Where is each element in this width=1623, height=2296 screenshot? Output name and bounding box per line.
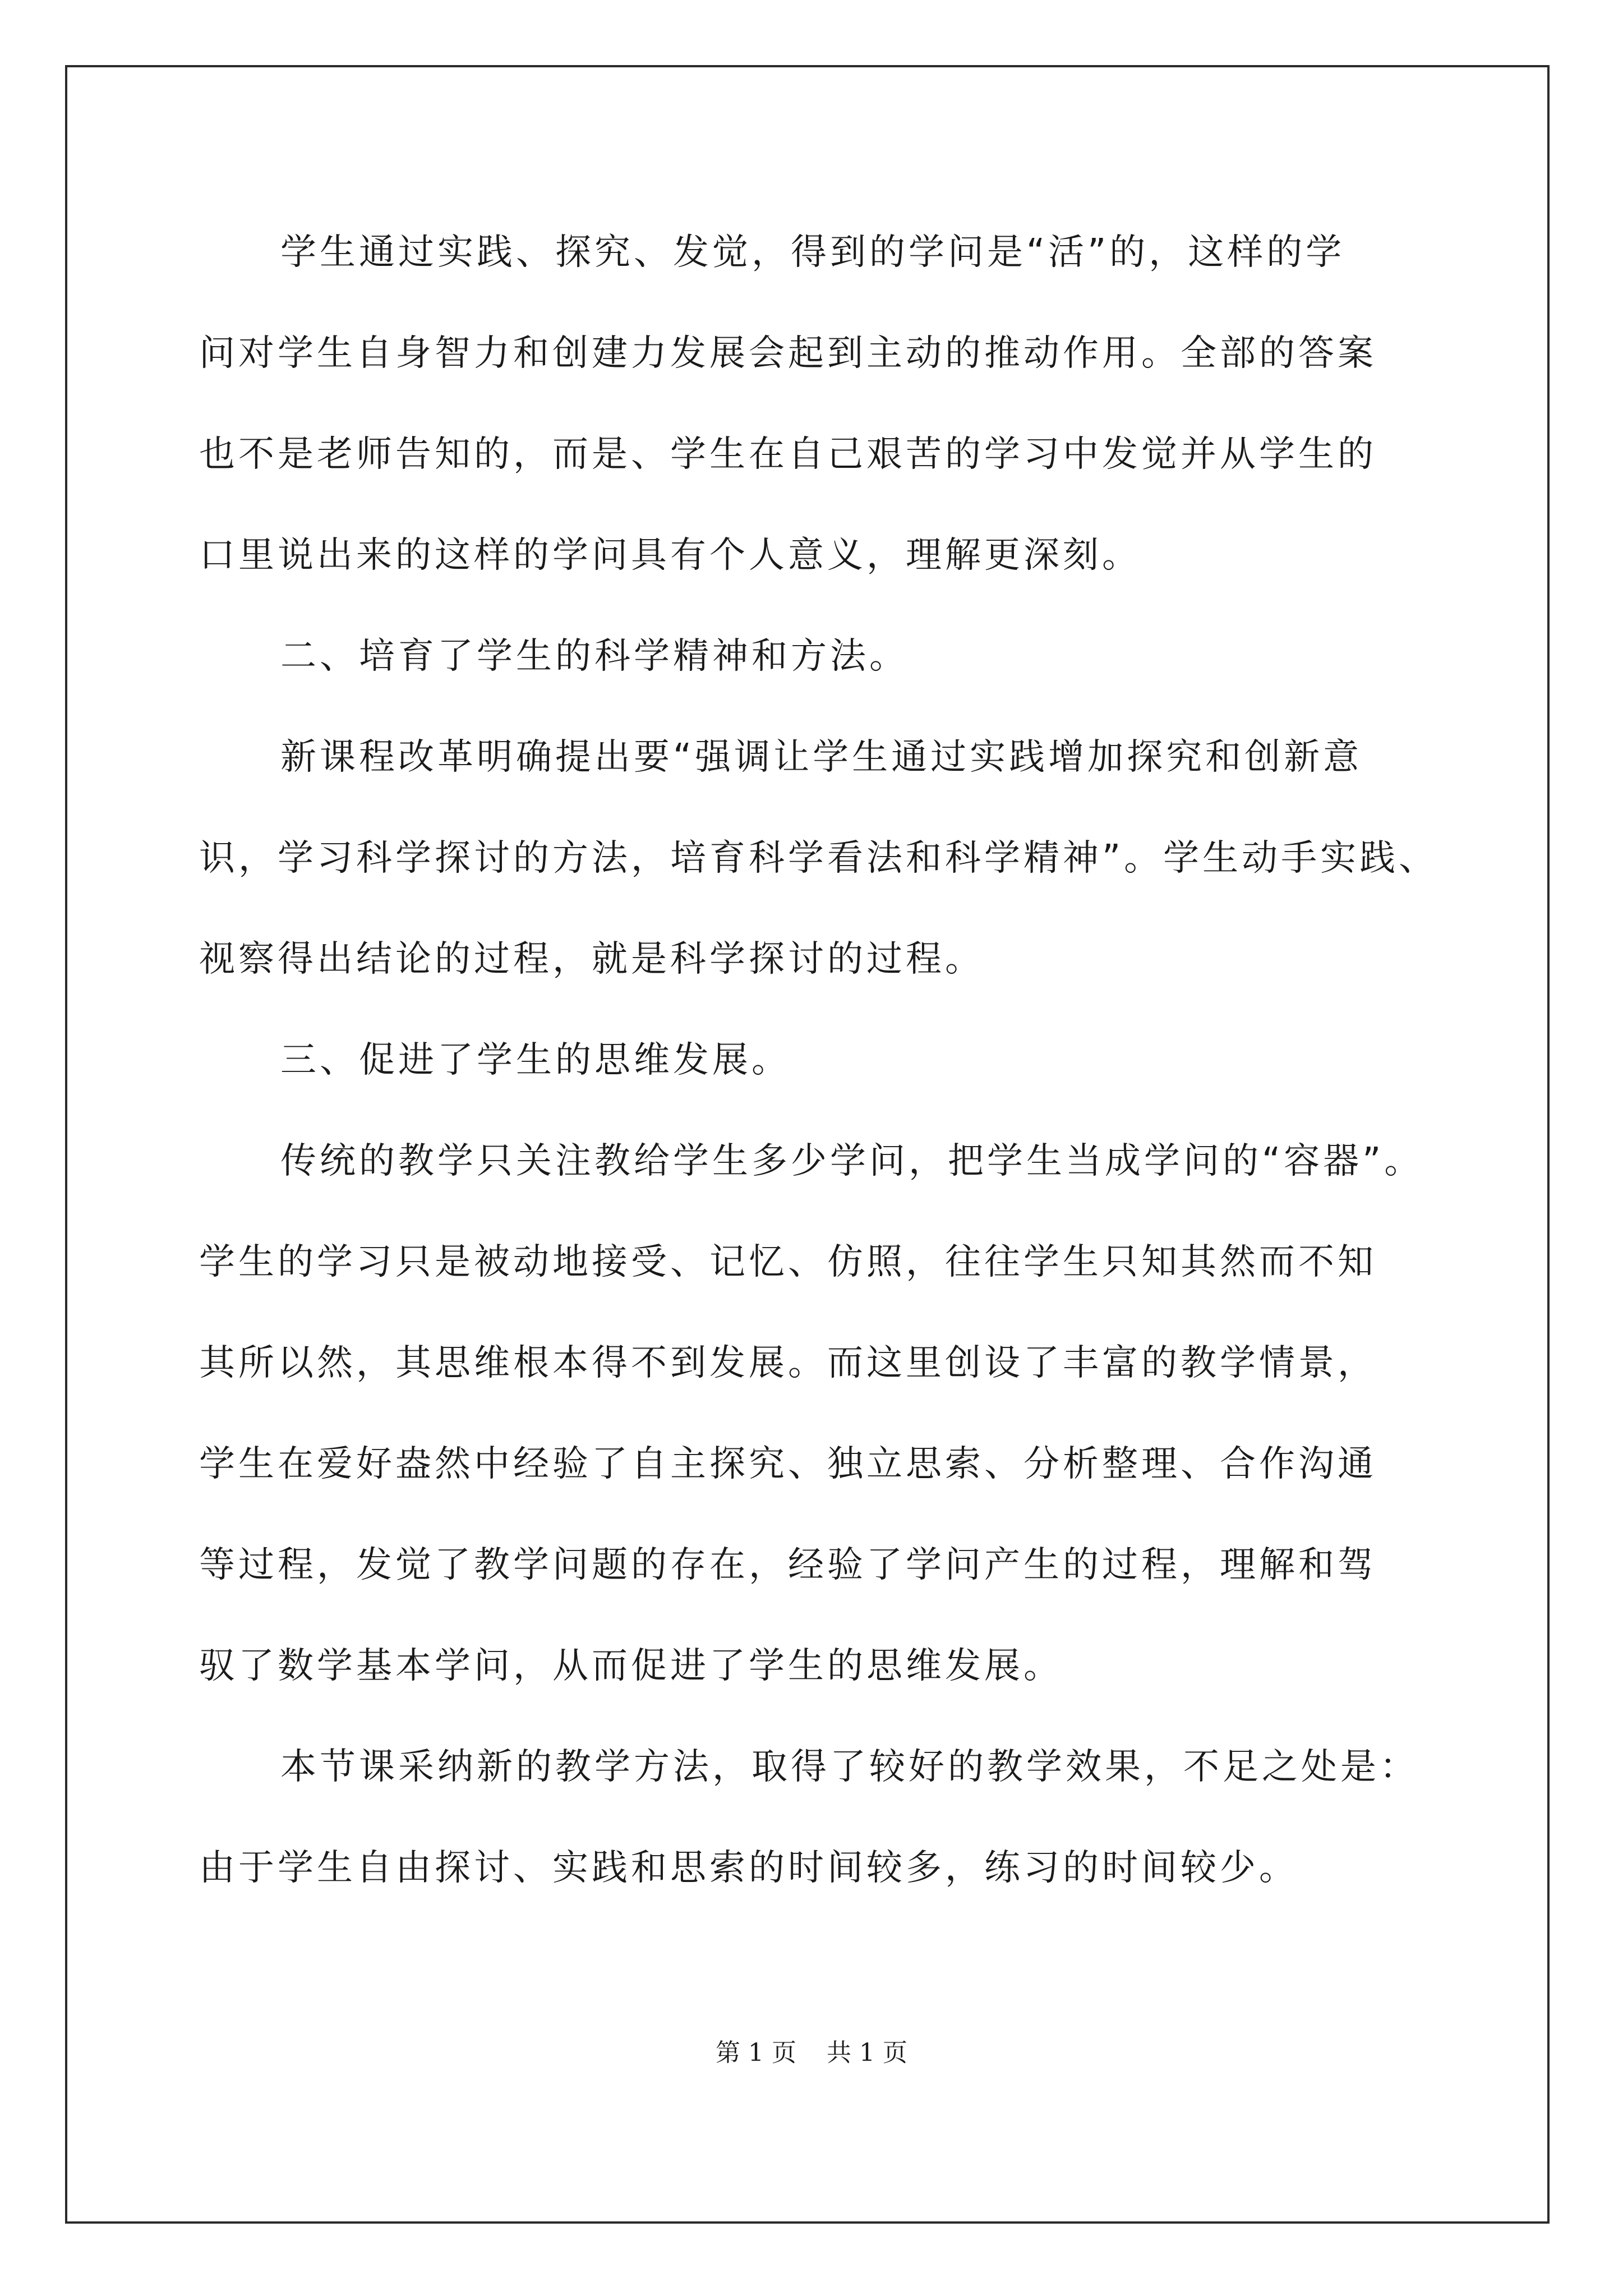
page-number: 第 1 页	[716, 2039, 796, 2067]
text-line: 等过程，发觉了教学问题的存在，经验了学问产生的过程，理解和驾	[199, 1544, 1377, 1586]
text-line: 其所以然，其思维根本得不到发展。而这里创设了丰富的教学情景，	[199, 1342, 1377, 1384]
page-total: 共 1 页	[827, 2039, 907, 2067]
text-line: 学生在爱好盎然中经验了自主探究、独立思索、分析整理、合作沟通	[199, 1443, 1377, 1485]
text-line: 传统的教学只关注教给学生多少学问，把学生当成学问的“容器”。	[280, 1140, 1424, 1182]
text-line: 学生的学习只是被动地接受、记忆、仿照，往往学生只知其然而不知	[199, 1241, 1377, 1283]
text-line: 识，学习科学探讨的方法，培育科学看法和科学精神”。学生动手实践、	[199, 838, 1438, 879]
page-footer	[0, 2036, 1623, 2070]
text-line: 视察得出结论的过程，就是科学探讨的过程。	[199, 938, 984, 980]
section-heading: 三、促进了学生的思维发展。	[280, 1039, 791, 1081]
text-line: 由于学生自由探讨、实践和思索的时间较多，练习的时间较少。	[199, 1847, 1298, 1889]
text-line: 口里说出来的这样的学问具有个人意义，理解更深刻。	[199, 535, 1141, 576]
text-line: 驭了数学基本学问，从而促进了学生的思维发展。	[199, 1645, 1063, 1687]
section-heading: 二、培育了学生的科学精神和方法。	[280, 636, 909, 677]
text-line: 新课程改革明确提出要“强调让学生通过实践增加探究和创新意	[280, 737, 1363, 778]
text-line: 问对学生自身智力和创建力发展会起到主动的推动作用。全部的答案	[199, 333, 1377, 374]
text-line: 本节课采纳新的教学方法，取得了较好的教学效果，不足之处是：	[280, 1746, 1419, 1788]
text-line: 学生通过实践、探究、发觉，得到的学问是“活”的，这样的学	[280, 232, 1345, 273]
text-line: 也不是老师告知的，而是、学生在自己艰苦的学习中发觉并从学生的	[199, 434, 1377, 475]
